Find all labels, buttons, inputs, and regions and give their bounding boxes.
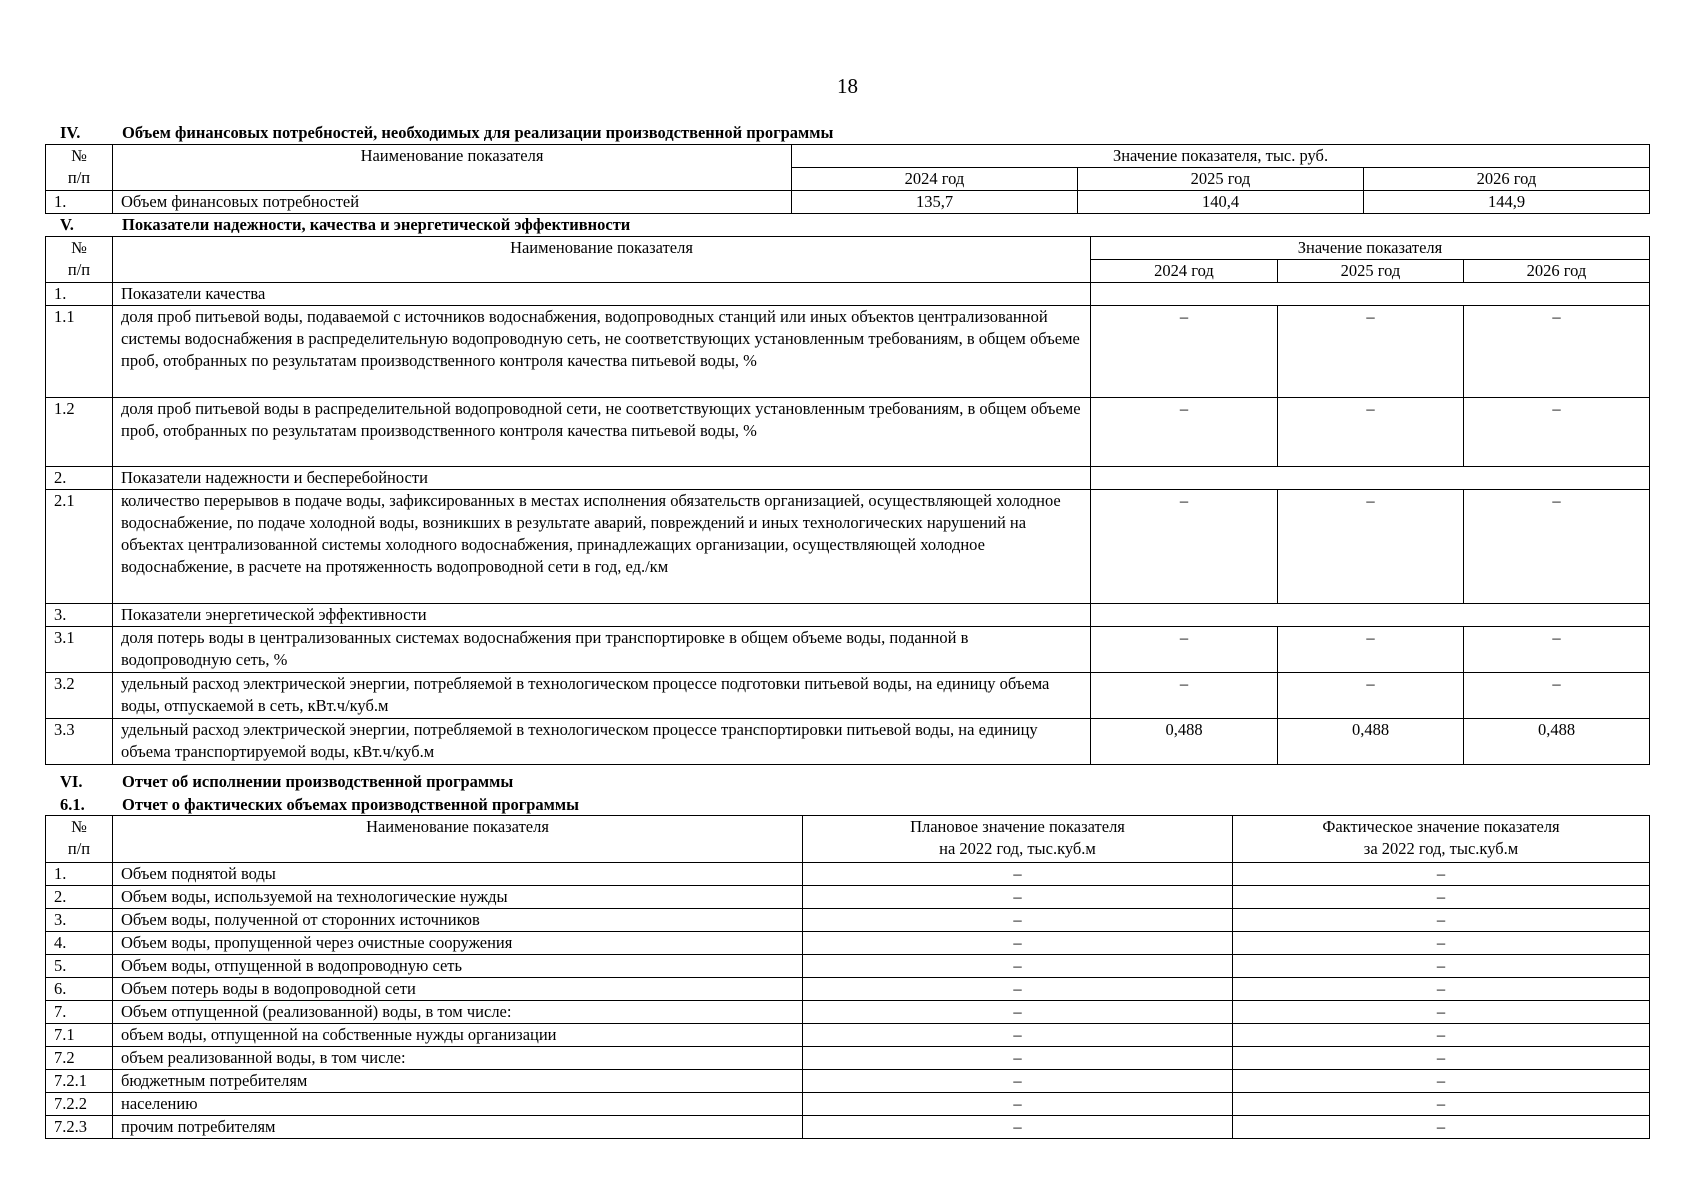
row-fact: – <box>1233 932 1650 955</box>
row-plan: – <box>803 978 1233 1001</box>
section-vi-heading <box>60 773 513 791</box>
table-row <box>46 955 1650 978</box>
row-name: доля потерь воды в централизованных системах водоснабжения при транспортировке в общем объеме воды, поданной в водопроводную сеть, % <box>113 627 1091 673</box>
table-row <box>46 191 1650 214</box>
row-plan: – <box>803 1047 1233 1070</box>
header-plan-value: Плановое значение показателя на 2022 год, тыс.куб.м <box>803 816 1233 863</box>
row-fact: – <box>1233 1116 1650 1139</box>
table-row <box>46 978 1650 1001</box>
table-row <box>46 719 1650 765</box>
row-value: – <box>1091 627 1278 673</box>
row-number: 2. <box>46 467 113 490</box>
row-name: Объем финансовых потребностей <box>113 191 792 214</box>
header-value-rub: Значение показателя, тыс. руб. <box>792 145 1650 168</box>
row-number: 2.1 <box>46 490 113 604</box>
row-name: Объем воды, отпущенной в водопроводную сеть <box>113 955 803 978</box>
row-value: 0,488 <box>1464 719 1650 765</box>
row-value: – <box>1278 627 1464 673</box>
header-number: № п/п <box>46 816 113 863</box>
section-v-number: V. <box>60 215 74 234</box>
section-vi-title: Отчет об исполнении производственной программы <box>122 772 514 791</box>
section-v-heading <box>60 216 630 234</box>
header-year: 2024 год <box>792 168 1078 191</box>
header-year: 2024 год <box>1091 260 1278 283</box>
table-row <box>46 1070 1650 1093</box>
row-plan: – <box>803 932 1233 955</box>
page-number: 18 <box>837 74 858 98</box>
row-value: – <box>1278 398 1464 467</box>
row-number: 7.2.3 <box>46 1116 113 1139</box>
row-number: 1. <box>46 863 113 886</box>
row-name: доля проб питьевой воды, подаваемой с источников водоснабжения, водопроводных станций или иных объектов централизованной системы водоснабжения в распределительную водопроводную сеть, не соответствующих установленным требованиям, в общем объеме проб, отобранных по результатам производственного контроля качества питьевой воды, % <box>113 306 1091 398</box>
table-row <box>46 1001 1650 1024</box>
table-row <box>46 1093 1650 1116</box>
table-row <box>46 490 1650 604</box>
row-name: Объем воды, используемой на технологические нужды <box>113 886 803 909</box>
row-value: 135,7 <box>792 191 1078 214</box>
row-number: 1. <box>46 191 113 214</box>
row-value: – <box>1464 490 1650 604</box>
row-name: Показатели энергетической эффективности <box>113 604 1091 627</box>
table-group-row <box>46 467 1650 490</box>
row-name: Объем отпущенной (реализованной) воды, в том числе: <box>113 1001 803 1024</box>
table-row <box>46 673 1650 719</box>
table-row <box>46 909 1650 932</box>
row-value: – <box>1091 398 1278 467</box>
row-name: Показатели качества <box>113 283 1091 306</box>
row-name: объем реализованной воды, в том числе: <box>113 1047 803 1070</box>
row-name: количество перерывов в подаче воды, зафиксированных в местах исполнения обязательств организацией, осуществляющей холодное водоснабжение, по подаче холодной воды, возникших в результате аварий, повреждений и иных технологических нарушений на объектах централизованной системы холодного водоснабжения, принадлежащих организации, осуществляющей холодное водоснабжение, в расчете на протяженность водопроводной сети в год, ед./км <box>113 490 1091 604</box>
row-fact: – <box>1233 886 1650 909</box>
row-fact: – <box>1233 1047 1650 1070</box>
row-value: – <box>1464 673 1650 719</box>
row-number: 3.2 <box>46 673 113 719</box>
table-row <box>46 886 1650 909</box>
row-value: 0,488 <box>1278 719 1464 765</box>
row-name: Объем воды, пропущенной через очистные сооружения <box>113 932 803 955</box>
row-name: прочим потребителям <box>113 1116 803 1139</box>
row-number: 1.2 <box>46 398 113 467</box>
row-name: Объем воды, полученной от сторонних источников <box>113 909 803 932</box>
row-name: бюджетным потребителям <box>113 1070 803 1093</box>
header-value: Значение показателя <box>1091 237 1650 260</box>
row-number: 3.3 <box>46 719 113 765</box>
section-6-1-heading <box>60 796 579 814</box>
section-iv-number: IV. <box>60 123 81 142</box>
row-fact: – <box>1233 1070 1650 1093</box>
row-fact: – <box>1233 909 1650 932</box>
section-v-title: Показатели надежности, качества и энергетической эффективности <box>122 215 631 234</box>
header-year: 2026 год <box>1464 260 1650 283</box>
row-fact: – <box>1233 955 1650 978</box>
table-row <box>46 398 1650 467</box>
row-fact: – <box>1233 978 1650 1001</box>
row-fact: – <box>1233 1093 1650 1116</box>
row-fact: – <box>1233 863 1650 886</box>
table-row <box>46 306 1650 398</box>
row-plan: – <box>803 1116 1233 1139</box>
section-iv-heading <box>60 124 833 142</box>
row-plan: – <box>803 863 1233 886</box>
row-name: удельный расход электрической энергии, потребляемой в технологическом процессе подготовки питьевой воды, на единицу объема воды, отпускаемой в сеть, кВт.ч/куб.м <box>113 673 1091 719</box>
row-value: – <box>1464 398 1650 467</box>
row-name: доля проб питьевой воды в распределительной водопроводной сети, не соответствующих установленным требованиям, в общем объеме проб, отобранных по результатам производственного контроля качества питьевой воды, % <box>113 398 1091 467</box>
table-row <box>46 627 1650 673</box>
row-number: 4. <box>46 932 113 955</box>
row-value: – <box>1278 673 1464 719</box>
row-plan: – <box>803 1024 1233 1047</box>
row-name: населению <box>113 1093 803 1116</box>
row-fact: – <box>1233 1024 1650 1047</box>
row-number: 3.1 <box>46 627 113 673</box>
table-row <box>46 1116 1650 1139</box>
table-row <box>46 1047 1650 1070</box>
header-indicator-name: Наименование показателя <box>113 237 1091 283</box>
row-number: 2. <box>46 886 113 909</box>
row-number: 7.1 <box>46 1024 113 1047</box>
row-number: 7.2 <box>46 1047 113 1070</box>
row-plan: – <box>803 955 1233 978</box>
row-value: 144,9 <box>1364 191 1650 214</box>
row-value: – <box>1464 306 1650 398</box>
row-value: – <box>1464 627 1650 673</box>
row-number: 3. <box>46 909 113 932</box>
row-number: 5. <box>46 955 113 978</box>
header-actual-value: Фактическое значение показателя за 2022 год, тыс.куб.м <box>1233 816 1650 863</box>
reliability-quality-table <box>45 236 1650 765</box>
header-year: 2026 год <box>1364 168 1650 191</box>
header-year: 2025 год <box>1278 260 1464 283</box>
header-number: № п/п <box>46 237 113 283</box>
row-value: 0,488 <box>1091 719 1278 765</box>
row-plan: – <box>803 1093 1233 1116</box>
row-name: Показатели надежности и бесперебойности <box>113 467 1091 490</box>
production-volumes-table <box>45 815 1650 1139</box>
row-plan: – <box>803 909 1233 932</box>
row-name: Объем поднятой воды <box>113 863 803 886</box>
row-number: 1.1 <box>46 306 113 398</box>
table-row <box>46 932 1650 955</box>
row-value: – <box>1091 673 1278 719</box>
section-6-1-title: Отчет о фактических объемах производственной программы <box>122 795 580 814</box>
table-group-row <box>46 604 1650 627</box>
row-plan: – <box>803 1001 1233 1024</box>
row-value: – <box>1091 306 1278 398</box>
table-group-row <box>46 283 1650 306</box>
row-number: 6. <box>46 978 113 1001</box>
row-plan: – <box>803 1070 1233 1093</box>
row-number: 7.2.2 <box>46 1093 113 1116</box>
financial-needs-table <box>45 144 1650 214</box>
table-row <box>46 1024 1650 1047</box>
row-value: 140,4 <box>1078 191 1364 214</box>
header-indicator-name: Наименование показателя <box>113 145 792 191</box>
row-number: 3. <box>46 604 113 627</box>
header-year: 2025 год <box>1078 168 1364 191</box>
row-number: 7.2.1 <box>46 1070 113 1093</box>
row-number: 7. <box>46 1001 113 1024</box>
row-number: 1. <box>46 283 113 306</box>
row-plan: – <box>803 886 1233 909</box>
table-row <box>46 863 1650 886</box>
row-value: – <box>1278 490 1464 604</box>
row-value: – <box>1091 490 1278 604</box>
row-name: удельный расход электрической энергии, потребляемой в технологическом процессе транспортировки питьевой воды, на единицу объема транспортируемой воды, кВт.ч/куб.м <box>113 719 1091 765</box>
row-name: объем воды, отпущенной на собственные нужды организации <box>113 1024 803 1047</box>
header-indicator-name: Наименование показателя <box>113 816 803 863</box>
section-vi-number: VI. <box>60 772 83 791</box>
row-fact: – <box>1233 1001 1650 1024</box>
section-6-1-number: 6.1. <box>60 795 85 814</box>
row-value: – <box>1278 306 1464 398</box>
section-iv-title: Объем финансовых потребностей, необходимых для реализации производственной программы <box>122 123 834 142</box>
header-number: № п/п <box>46 145 113 191</box>
row-name: Объем потерь воды в водопроводной сети <box>113 978 803 1001</box>
